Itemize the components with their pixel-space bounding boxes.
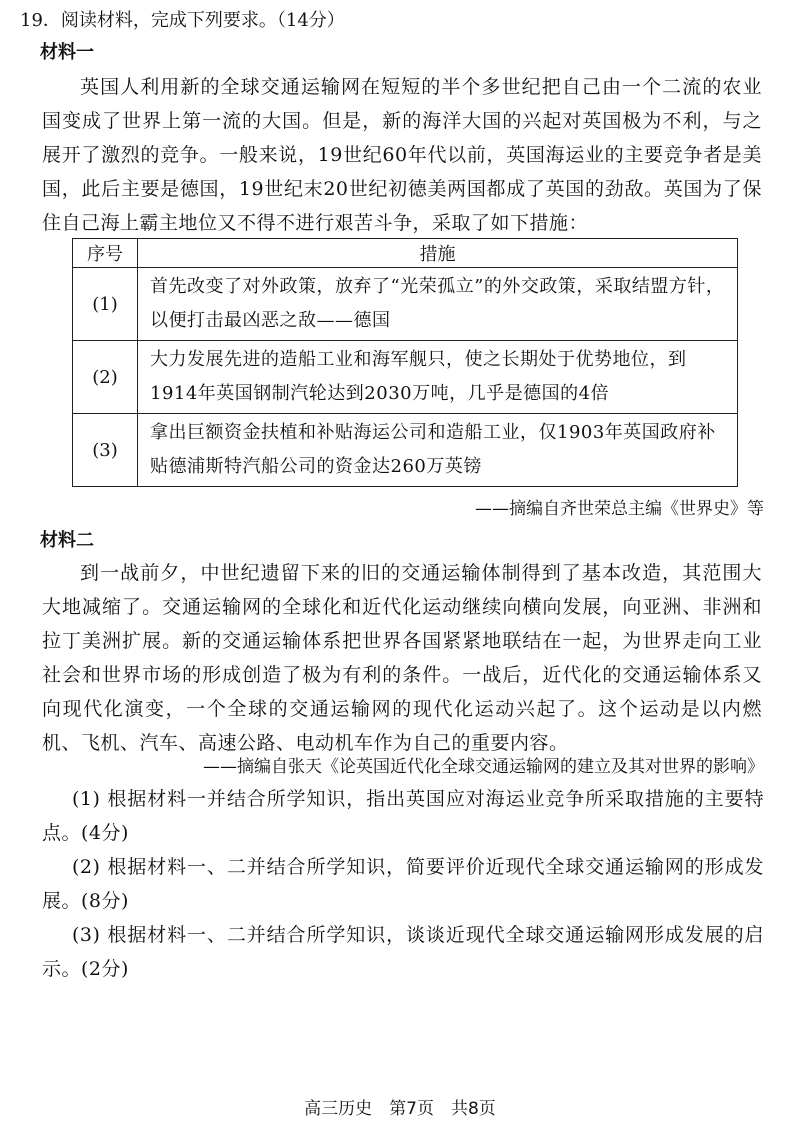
sub-question-3: (3) 根据材料一、二并结合所学知识，谈谈近现代全球交通运输网形成发展的启示。(2分)	[42, 924, 764, 980]
material-1-text: 英国人利用新的全球交通运输网在短短的半个多世纪把自己由一个二流的农业国变成了世界上第一流的大国。但是，新的海洋大国的兴起对英国极为不利，与之展开了激烈的竞争。一般来说，19世纪60年代以前，英国海运业的主要竞争者是美国，此后主要是德国，19世纪末20世纪初德美两国都成了英国的劲敌。英国为了保住自己海上霸主地位又不得不进行艰苦斗争，采取了如下措施：	[42, 76, 762, 234]
material-1-heading: 材料一	[40, 42, 94, 63]
material-2-text: 到一战前夕，中世纪遗留下来的旧的交通运输体制得到了基本改造，其范围大大地减缩了。交通运输网的全球化和近代化运动继续向横向发展，向亚洲、非洲和拉丁美洲扩展。新的交通运输体系把世界各国紧紧地联结在一起，为世界走向工业社会和世界市场的形成创造了极为有利的条件。一战后，近代化的交通运输体系又向现代化演变，一个全球的交通运输网的现代化运动兴起了。这个运动是以内燃机、飞机、汽车、高速公路、电动机车作为自己的重要内容。	[42, 562, 762, 754]
row-index: (2)	[73, 341, 138, 414]
table-header-row	[73, 239, 738, 268]
table-header-index: 序号	[73, 239, 138, 268]
row-measure: 首先改变了对外政策，放弃了“光荣孤立”的外交政策，采取结盟方针，以便打击最凶恶之敌——德国	[138, 268, 738, 341]
measures-table	[72, 238, 738, 487]
sub-question-2: (2) 根据材料一、二并结合所学知识，简要评价近现代全球交通运输网的形成发展。(8分)	[42, 856, 764, 912]
sub-question-1: (1) 根据材料一并结合所学知识，指出英国应对海运业竞争所采取措施的主要特点。(4分)	[42, 788, 764, 844]
table-row	[73, 268, 738, 341]
material-2-source: ——摘编自张天《论英国近代化全球交通运输网的建立及其对世界的影响》	[203, 757, 764, 777]
page-footer: 高三历史 第7页 共8页	[304, 1099, 496, 1119]
table-row	[73, 341, 738, 414]
row-index: (3)	[73, 414, 138, 487]
row-measure: 拿出巨额资金扶植和补贴海运公司和造船工业，仅1903年英国政府补贴德浦斯特汽船公司的资金达260万英镑	[138, 414, 738, 487]
table-row	[73, 414, 738, 487]
table-header-measure: 措施	[138, 239, 738, 268]
row-measure: 大力发展先进的造船工业和海军舰只，使之长期处于优势地位，到1914年英国钢制汽轮达到2030万吨，几乎是德国的4倍	[138, 341, 738, 414]
row-index: (1)	[73, 268, 138, 341]
question-title: 19．阅读材料，完成下列要求。（14分）	[20, 10, 345, 31]
material-2-heading: 材料二	[40, 530, 94, 551]
material-1-source: ——摘编自齐世荣总主编《世界史》等	[475, 499, 764, 519]
